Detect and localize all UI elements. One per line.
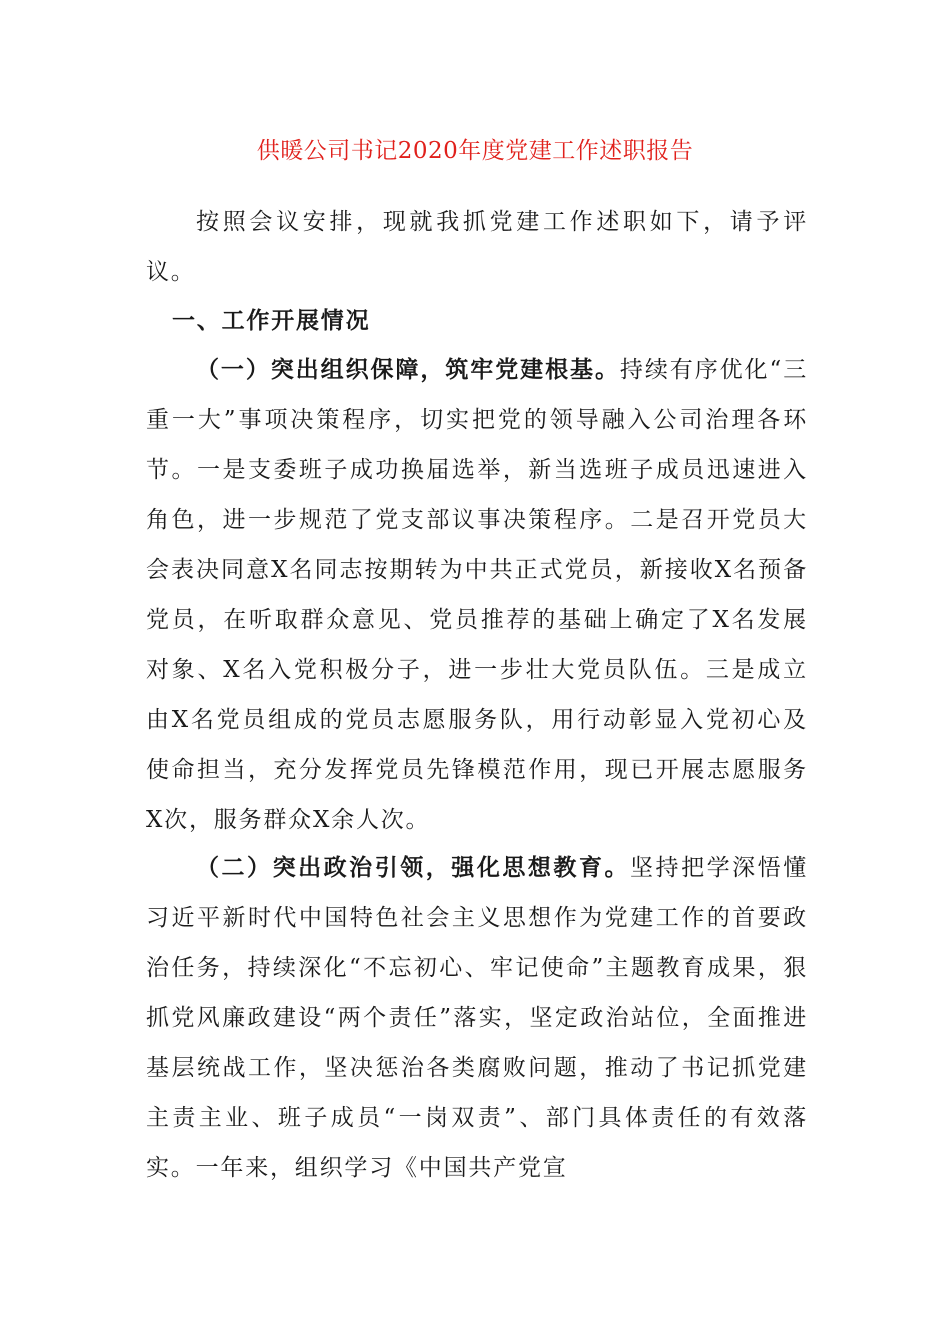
subsection-2-lead: （二）突出政治引领，强化思想教育。 [196,854,631,881]
subsection-2-paragraph [146,843,808,1193]
section-heading: 一、工作开展情况 [172,307,371,334]
subsection-1-paragraph [146,345,808,845]
subsection-1-lead: （一）突出组织保障，筑牢党建根基。 [196,356,620,383]
subsection-2-text: 坚持把学深悟懂习近平新时代中国特色社会主义思想作为党建工作的首要政治任务，持续深化“不忘初心、牢记使命”主题教育成果，狠抓党风廉政建设“两个责任”落实，坚定政治站位，全面推进基层统战工作，坚决惩治各类腐败问题，推动了书记抓党建主责主业、班子成员“一岗双责”、部门具体责任的有效落实。一年来，组织学习《中国共产党宣 [146,855,808,1181]
intro-paragraph: 按照会议安排，现就我抓党建工作述职如下，请予评议。 [146,209,808,285]
subsection-1-text: 持续有序优化“三重一大”事项决策程序，切实把党的领导融入公司治理各环节。一是支委班子成功换届选举，新当选班子成员迅速进入角色，进一步规范了党支部议事决策程序。二是召开党员大会表决同意X名同志按期转为中共正式党员，新接收X名预备党员，在听取群众意见、党员推荐的基础上确定了X名发展对象、X名入党积极分子，进一步壮大党员队伍。三是成立由X名党员组成的党员志愿服务队，用行动彰显入党初心及使命担当，充分发挥党员先锋模范作用，现已开展志愿服务X次，服务群众X余人次。 [146,357,808,833]
document-title: 供暖公司书记2020年度党建工作述职报告 [256,138,694,164]
